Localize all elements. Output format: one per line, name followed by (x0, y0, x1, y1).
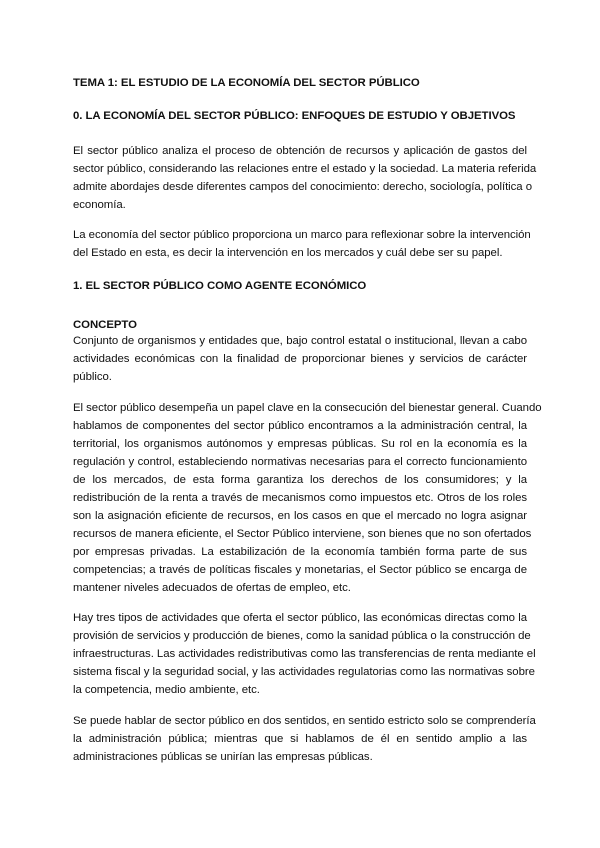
paragraph-line: competencias; a través de políticas fiscales y monetarias, el Sector público se encarga de (73, 564, 527, 576)
paragraph-line: Se puede hablar de sector público en dos sentidos, en sentido estricto solo se comprendería (73, 715, 536, 727)
paragraph-line: regulación y control, estableciendo normativas necesarias para el correcto funcionamiento (73, 456, 527, 468)
paragraph-line: por empresas privadas. La estabilización de la economía también forma parte de sus (73, 546, 527, 558)
paragraph-line: Conjunto de organismos y entidades que, bajo control estatal o institucional, llevan a cabo (73, 335, 527, 347)
paragraph-line: de los mercados, de esta forma garantiza los derechos de los consumidores; y la (73, 474, 527, 486)
paragraph-line: son la asignación eficiente de recursos, en los casos en que el mercado no logra asignar (73, 510, 527, 522)
paragraph-line: infraestructuras. Las actividades redistributivas como las transferencias de renta mediante el (73, 648, 536, 660)
paragraph-line: la competencia, medio ambiente, etc. (73, 684, 260, 696)
paragraph-line: la administración pública; mientras que si hablamos de él en sentido amplio a las (73, 733, 527, 745)
paragraph-line: sistema fiscal y la seguridad social, y las actividades regulatorias como las normativas sobre (73, 666, 535, 678)
paragraph-line: El sector público analiza el proceso de obtención de recursos y aplicación de gastos del (73, 145, 527, 157)
paragraph-line: admite abordajes desde diferentes campos del conocimiento: derecho, sociología, política o (73, 181, 532, 193)
document-title: TEMA 1: EL ESTUDIO DE LA ECONOMÍA DEL SECTOR PÚBLICO (73, 77, 420, 89)
paragraph-line: mantener niveles adecuados de ofertas de empleo, etc. (73, 582, 351, 594)
section-1-heading: 1. EL SECTOR PÚBLICO COMO AGENTE ECONÓMICO (73, 280, 367, 292)
section-0-heading: 0. LA ECONOMÍA DEL SECTOR PÚBLICO: ENFOQUES DE ESTUDIO Y OBJETIVOS (73, 110, 516, 122)
paragraph-line: territorial, los organismos autónomos y empresas públicas. Su rol en la economía es la (73, 438, 527, 450)
paragraph-line: El sector público desempeña un papel clave en la consecución del bienestar general. Cuando (73, 402, 542, 414)
paragraph-line: administraciones públicas se unirían las empresas públicas. (73, 751, 373, 763)
paragraph-line: actividades económicas con la finalidad de proporcionar bienes y servicios de carácter (73, 353, 527, 365)
paragraph-line: público. (73, 371, 112, 383)
paragraph-line: del Estado en esta, es decir la intervención en los mercados y cuál debe ser su papel. (73, 247, 503, 259)
paragraph-line: economía. (73, 199, 126, 211)
paragraph-line: redistribución de la renta a través de mecanismos como impuestos etc. Otros de los roles (73, 492, 527, 504)
concepto-heading: CONCEPTO (73, 319, 137, 331)
paragraph-line: Hay tres tipos de actividades que oferta el sector público, las económicas directas como la (73, 612, 527, 624)
paragraph-line: provisión de servicios y producción de bienes, como la sanidad pública o la construcción de (73, 630, 531, 642)
paragraph-line: sector público, considerando las relaciones entre el estado y la sociedad. La materia referida (73, 163, 537, 175)
paragraph-line: recursos de manera eficiente, el Sector Público interviene, son bienes que no son ofertados (73, 528, 532, 540)
paragraph-line: hablamos de componentes del sector público encontramos a la administración central, la (73, 420, 527, 432)
paragraph-line: La economía del sector público proporciona un marco para reflexionar sobre la intervención (73, 229, 531, 241)
